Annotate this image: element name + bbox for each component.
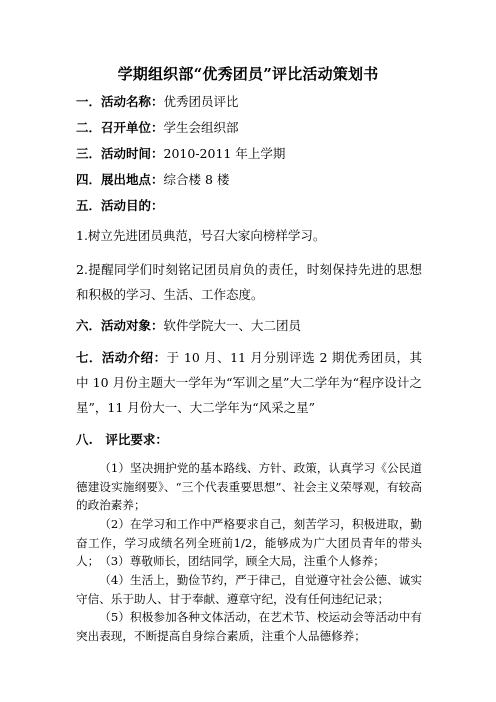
item-label: 三．活动时间： <box>76 146 164 161</box>
item-purpose-heading <box>76 198 164 214</box>
requirement-item-4: （4）生活上，勤俭节约，严于律己，自觉遵守社会公德、诚实守信、乐于助人、甘于奉献、遵章守纪，没有任何违纪记录； <box>76 573 422 606</box>
item-value: 2010-2011 年上学期 <box>163 146 286 161</box>
requirement-item-5: （5）积极参加各种文体活动，在艺术节、校运动会等活动中有突出表现，不断提高自身综合素质，注重个人品德修养； <box>76 610 422 643</box>
requirement-item-3: （3）尊敬师长，团结同学，顾全大局，注重个人修养； <box>99 554 385 568</box>
item-activity-time <box>76 146 285 162</box>
item-label: 二．召开单位： <box>76 120 164 135</box>
purpose-paragraph-1: 1.树立先进团员典范，号召大家向榜样学习。 <box>76 228 326 243</box>
requirements-heading: 八. 评比要求： <box>76 432 168 447</box>
document-title: 学期组织部“优秀团员”评比活动策划书 <box>117 65 379 83</box>
item-venue <box>76 172 229 188</box>
item-label: 五．活动目的： <box>76 198 164 213</box>
item-intro <box>76 345 422 420</box>
item-label: 七．活动介绍： <box>76 350 167 365</box>
item-label: 四．展出地点： <box>76 172 164 187</box>
item-target <box>76 318 301 334</box>
purpose-paragraph-2: 2.提醒同学们时刻铭记团员肩负的责任，时刻保持先进的思想和积极的学习、生活、工作态度。 <box>76 262 422 302</box>
item-activity-name <box>76 94 239 110</box>
item-label: 一．活动名称： <box>76 94 164 109</box>
item-value: 软件学院大一、大二团员 <box>163 318 302 333</box>
item-value: 于 10 月、11 月分别评选 2 期优秀团员，其中 10 月份主题大一学年为“军训之星”大二学年为“程序设计之星”，11 月份大一、大二学年为“风采之星” <box>76 350 422 415</box>
item-value: 优秀团员评比 <box>163 94 239 109</box>
item-value: 学生会组织部 <box>163 120 239 135</box>
requirement-item-1: （1）坚决拥护党的基本路线、方针、政策，认真学习《公民道德建设实施纲要》、“三个代表重要思想”、社会主义荣辱观，有较高的政治素养； <box>76 461 422 512</box>
item-label: 六．活动对象： <box>76 318 164 333</box>
item-organizer <box>76 120 239 136</box>
item-value: 综合楼 8 楼 <box>163 172 230 187</box>
requirement-item-2: （2）在学习和工作中严格要求自己，刻苦学习，积极进取，勤奋工作，学习成绩名列全班前1/2，能够成为广大团员青年的带头人； <box>76 517 422 568</box>
